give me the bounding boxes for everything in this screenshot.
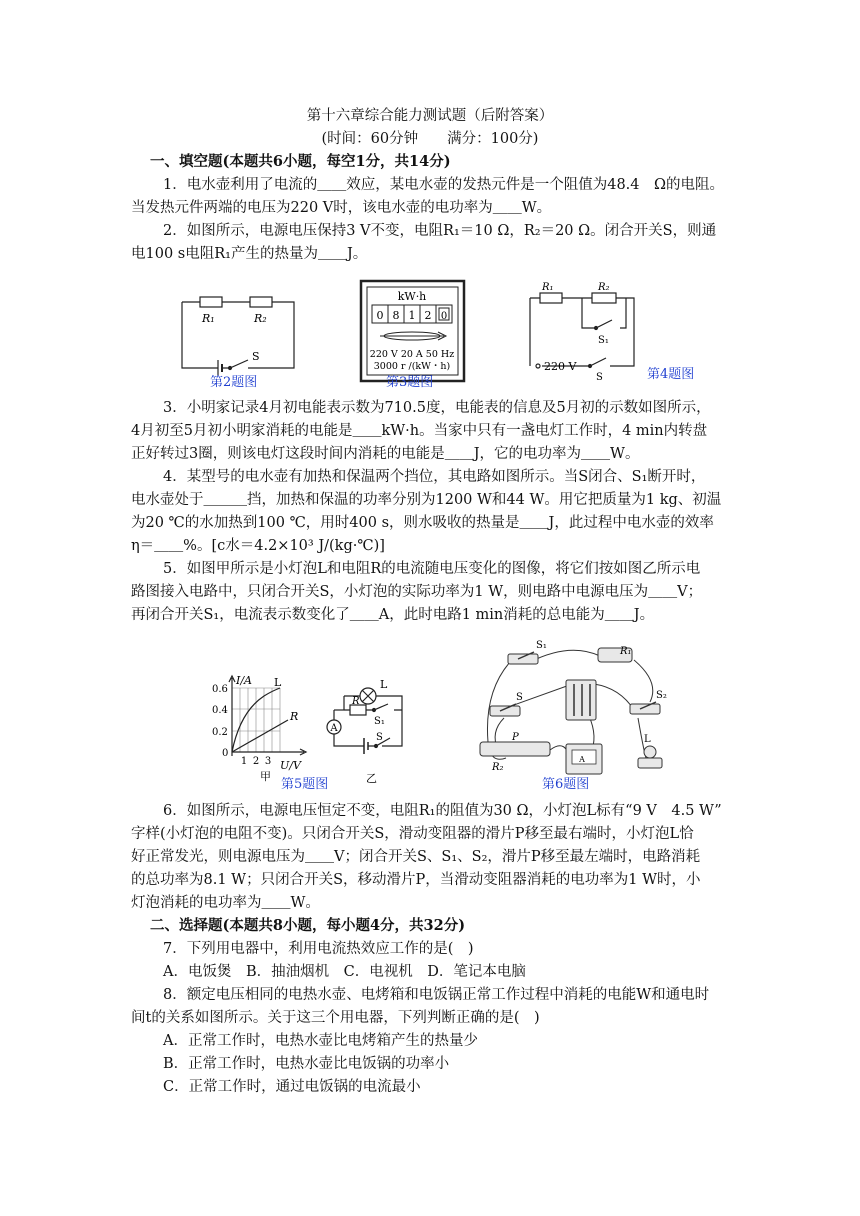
question-5-line-3: 再闭合开关S₁，电流表示数变化了＿＿A，此时电路1 min消耗的总电能为＿＿J。 xyxy=(131,607,655,623)
question-6-line-4: 的总功率为8.1 W；只闭合开关S，移动滑片P，当滑动变阻器消耗的电功率为1 W时，小 xyxy=(131,872,701,888)
graph-line-r-label: R xyxy=(290,710,299,723)
fig6-ammeter-label: A xyxy=(579,755,585,764)
fig6-s-label: S xyxy=(516,692,523,703)
fig6-p-label: P xyxy=(512,732,519,743)
meter-rating: 220 V 20 A 50 Hz xyxy=(369,349,455,360)
graph-ytick-02: 0.2 xyxy=(212,727,228,738)
question-7-options: A．电饭煲 B．抽油烟机 C．电视机 D．笔记本电脑 xyxy=(163,964,526,980)
fig5-ammeter-label: A xyxy=(330,723,338,734)
question-2-line-1: 2．如图所示，电源电压保持3 V不变，电阻R₁＝10 Ω，R₂＝20 Ω。闭合开关S，则通 xyxy=(163,223,717,239)
graph-ytick-04: 0.4 xyxy=(212,705,228,716)
question-6-line-2: 字样(小灯泡的电阻不变)。只闭合开关S，滑动变阻器的滑片P移至最右端时，小灯泡L恰 xyxy=(131,826,694,842)
fig6-s1-label: S₁ xyxy=(536,640,547,651)
figure-3-caption: 第3题图 xyxy=(386,375,434,390)
meter-digit-2: 8 xyxy=(392,309,400,322)
fig5-lamp-label: L xyxy=(380,678,388,691)
section-fill-blank-heading: 一、填空题(本题共6小题，每空1分，共14分) xyxy=(150,153,451,170)
fig4-voltage-label: 220 V xyxy=(544,360,577,373)
page-subtitle: (时间：60分钟 满分：100分) xyxy=(321,131,539,147)
fig6-r1-label: R₁ xyxy=(620,646,632,657)
meter-constant: 3000 r /(kW・h) xyxy=(373,361,451,372)
fig4-r1-label: R₁ xyxy=(542,282,554,293)
page-title: 第十六章综合能力测试题（后附答案） xyxy=(306,108,554,124)
meter-digit-5: 0 xyxy=(440,311,448,322)
figure-5-circuit xyxy=(322,676,412,788)
question-8-line-2: 间t的关系如图所示。关于这三个用电器，下列判断正确的是( ) xyxy=(131,1010,540,1026)
question-4-line-1: 4．某型号的电水壶有加热和保温两个挡位，其电路如图所示。当S闭合、S₁断开时， xyxy=(163,469,706,485)
figure-3-energy-meter xyxy=(360,280,465,382)
meter-digit-4: 2 xyxy=(424,309,432,322)
fig4-s-label: S xyxy=(596,372,603,383)
graph-xtick-3: 3 xyxy=(264,756,272,767)
question-1-line-1: 1．电水壶利用了电流的＿＿效应，某电水壶的发热元件是一个阻值为48.4 Ω的电阻。 xyxy=(163,177,725,193)
graph-curve-l-label: L xyxy=(274,676,282,689)
figure-2-caption: 第2题图 xyxy=(210,375,258,390)
fig5-s-label: S xyxy=(376,732,383,743)
question-6-line-5: 灯泡消耗的电功率为＿＿W。 xyxy=(131,895,320,911)
fig5-s1-label: S₁ xyxy=(374,716,385,727)
graph-ytick-0: 0 xyxy=(222,748,229,759)
figure-6-caption: 第6题图 xyxy=(542,777,590,792)
section-choice-heading: 二、选择题(本题共8小题，每小题4分，共32分) xyxy=(150,917,466,934)
question-1-line-2: 当发热元件两端的电压为220 V时，该电水壶的电功率为＿＿W。 xyxy=(131,200,552,216)
question-5-line-2: 路图接入电路中，只闭合开关S，小灯泡的实际功率为1 W，则电路中电源电压为＿＿V； xyxy=(131,584,703,600)
graph-jia-label: 甲 xyxy=(260,770,271,783)
graph-y-axis-label: I/A xyxy=(236,674,252,687)
graph-ytick-06: 0.6 xyxy=(212,684,228,695)
fig4-s1-label: S₁ xyxy=(598,335,609,346)
figure-5-caption: 第5题图 xyxy=(281,777,329,792)
fig2-r1-label: R₁ xyxy=(202,312,215,325)
meter-digit-3: 1 xyxy=(408,309,416,322)
question-4-line-2: 电水壶处于＿＿＿挡，加热和保温的功率分别为1200 W和44 W。用它把质量为1 kg、初温 xyxy=(131,492,722,508)
question-2-line-2: 电100 s电阻R₁产生的热量为＿＿J。 xyxy=(131,246,368,262)
fig6-r2-label: R₂ xyxy=(492,762,504,773)
fig6-s2-label: S₂ xyxy=(656,690,667,701)
question-6-line-1: 6．如图所示，电源电压恒定不变，电阻R₁的阻值为30 Ω，小灯泡L标有“9 V 4.5 W” xyxy=(163,803,722,819)
question-8-line-1: 8．额定电压相同的电热水壶、电烤箱和电饭锅正常工作过程中消耗的电能W和通电时 xyxy=(163,987,710,1003)
question-4-line-4: η＝＿＿%。[c水＝4.2×10³ J/(kg·℃)] xyxy=(131,538,385,554)
fig5-yi-label: 乙 xyxy=(366,772,377,785)
figure-6-physical-circuit xyxy=(470,632,680,784)
question-8-option-a: A．正常工作时，电热水壶比电烤箱产生的热量少 xyxy=(163,1033,478,1049)
graph-xtick-1: 1 xyxy=(240,756,248,767)
question-6-line-3: 好正常发光，则电源电压为＿＿V；闭合开关S、S₁、S₂，滑片P移至最左端时，电路消耗 xyxy=(131,849,701,865)
question-4-line-3: 为20 ℃的水加热到100 ℃，用时400 s，则水吸收的热量是＿＿J，此过程中电水壶的效率 xyxy=(131,515,714,531)
figure-4-caption: 第4题图 xyxy=(647,367,695,382)
figure-5-graph xyxy=(200,672,320,784)
graph-xtick-2: 2 xyxy=(252,756,260,767)
figure-4-circuit xyxy=(520,280,650,383)
fig6-lamp-label: L xyxy=(644,734,651,745)
question-3-line-3: 正好转过3圈，则该电灯这段时间内消耗的电能是＿＿J，它的电功率为＿＿W。 xyxy=(131,446,640,462)
question-3-line-2: 4月初至5月初小明家消耗的电能是＿＿kW·h。当家中只有一盏电灯工作时，4 min内转盘 xyxy=(131,423,708,439)
fig2-r2-label: R₂ xyxy=(254,312,267,325)
fig5-resistor-label: R xyxy=(352,696,360,707)
question-7: 7．下列用电器中，利用电流热效应工作的是( ) xyxy=(163,941,474,957)
meter-digit-1: 0 xyxy=(376,309,384,322)
meter-unit: kW·h xyxy=(397,290,427,303)
graph-x-axis-label: U/V xyxy=(280,759,301,772)
fig2-switch-label: S xyxy=(252,350,260,363)
question-8-option-b: B．正常工作时，电热水壶比电饭锅的功率小 xyxy=(163,1056,450,1072)
question-8-option-c: C．正常工作时，通过电饭锅的电流最小 xyxy=(163,1079,421,1095)
fig4-r2-label: R₂ xyxy=(598,282,610,293)
question-5-line-1: 5．如图甲所示是小灯泡L和电阻R的电流随电压变化的图像，将它们按如图乙所示电 xyxy=(163,561,701,577)
question-3-line-1: 3．小明家记录4月初电能表示数为710.5度，电能表的信息及5月初的示数如图所示， xyxy=(163,400,711,416)
